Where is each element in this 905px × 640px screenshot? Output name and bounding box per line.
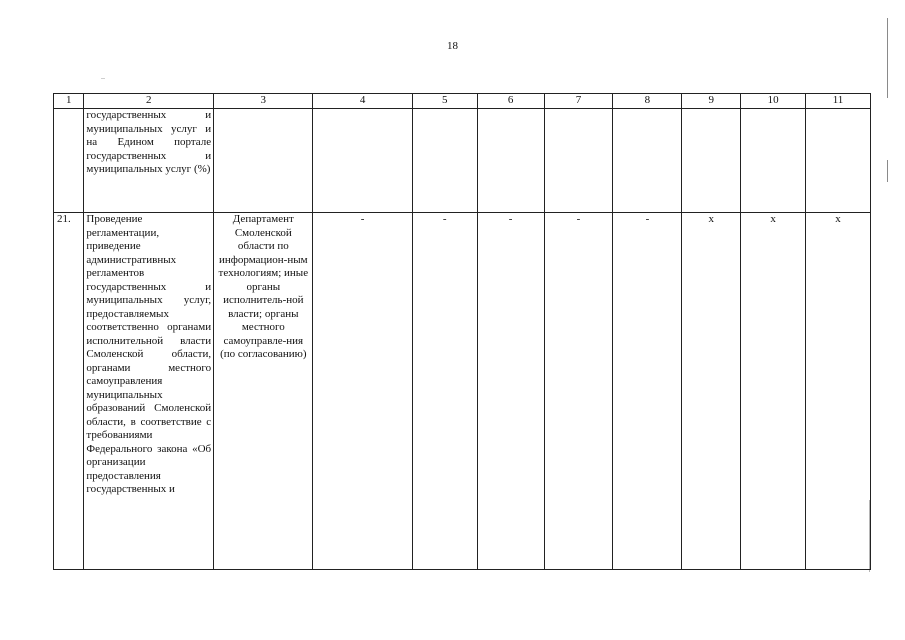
value-cell bbox=[682, 109, 741, 213]
value-cell: х bbox=[682, 213, 741, 570]
table-row-continued bbox=[54, 109, 871, 213]
value-cell bbox=[544, 109, 613, 213]
value-cell: х bbox=[806, 213, 871, 570]
page-number: 18 bbox=[447, 40, 458, 52]
value-cell bbox=[412, 109, 477, 213]
description-cell: Проведение регламентации, приведение административных регламентов государственных и муниципальных услуг, предоставляемых соответственно органами исполнительной власти Смоленской области, органами местного самоуправления муниципальных образований Смоленской области, в соответствие с требованиями Федерального закона «Об организации предоставления государственных и bbox=[84, 213, 214, 570]
value-cell: - bbox=[477, 213, 544, 570]
table-header-row bbox=[54, 94, 871, 109]
column-header: 5 bbox=[412, 94, 477, 109]
value-cell bbox=[741, 109, 806, 213]
scan-speck bbox=[101, 78, 105, 79]
value-cell: - bbox=[544, 213, 613, 570]
column-header: 11 bbox=[806, 94, 871, 109]
value-cell: х bbox=[741, 213, 806, 570]
value-cell bbox=[477, 109, 544, 213]
column-header: 10 bbox=[741, 94, 806, 109]
executor-cell: Департамент Смоленской области по информацион-ным технологиям; иные органы исполнитель-ной власти; органы местного самоуправле-ния (по согласованию) bbox=[214, 213, 313, 570]
row-number-cell: 21. bbox=[54, 213, 84, 570]
column-header: 6 bbox=[477, 94, 544, 109]
column-header: 1 bbox=[54, 94, 84, 109]
scan-edge-line bbox=[887, 160, 888, 182]
row-number-cell bbox=[54, 109, 84, 213]
column-header: 8 bbox=[613, 94, 682, 109]
column-header: 3 bbox=[214, 94, 313, 109]
value-cell: - bbox=[613, 213, 682, 570]
value-cell: - bbox=[412, 213, 477, 570]
column-header: 9 bbox=[682, 94, 741, 109]
plan-table bbox=[53, 93, 871, 570]
scan-edge-line bbox=[887, 18, 888, 98]
executor-cell bbox=[214, 109, 313, 213]
value-cell bbox=[806, 109, 871, 213]
column-header: 2 bbox=[84, 94, 214, 109]
value-cell bbox=[613, 109, 682, 213]
column-header: 7 bbox=[544, 94, 613, 109]
description-cell: государственных и муниципальных услуг и на Едином портале государственных и муниципальных услуг (%) bbox=[84, 109, 214, 213]
value-cell: - bbox=[313, 213, 412, 570]
value-cell bbox=[313, 109, 412, 213]
column-header: 4 bbox=[313, 94, 412, 109]
table-row-21 bbox=[54, 213, 871, 570]
